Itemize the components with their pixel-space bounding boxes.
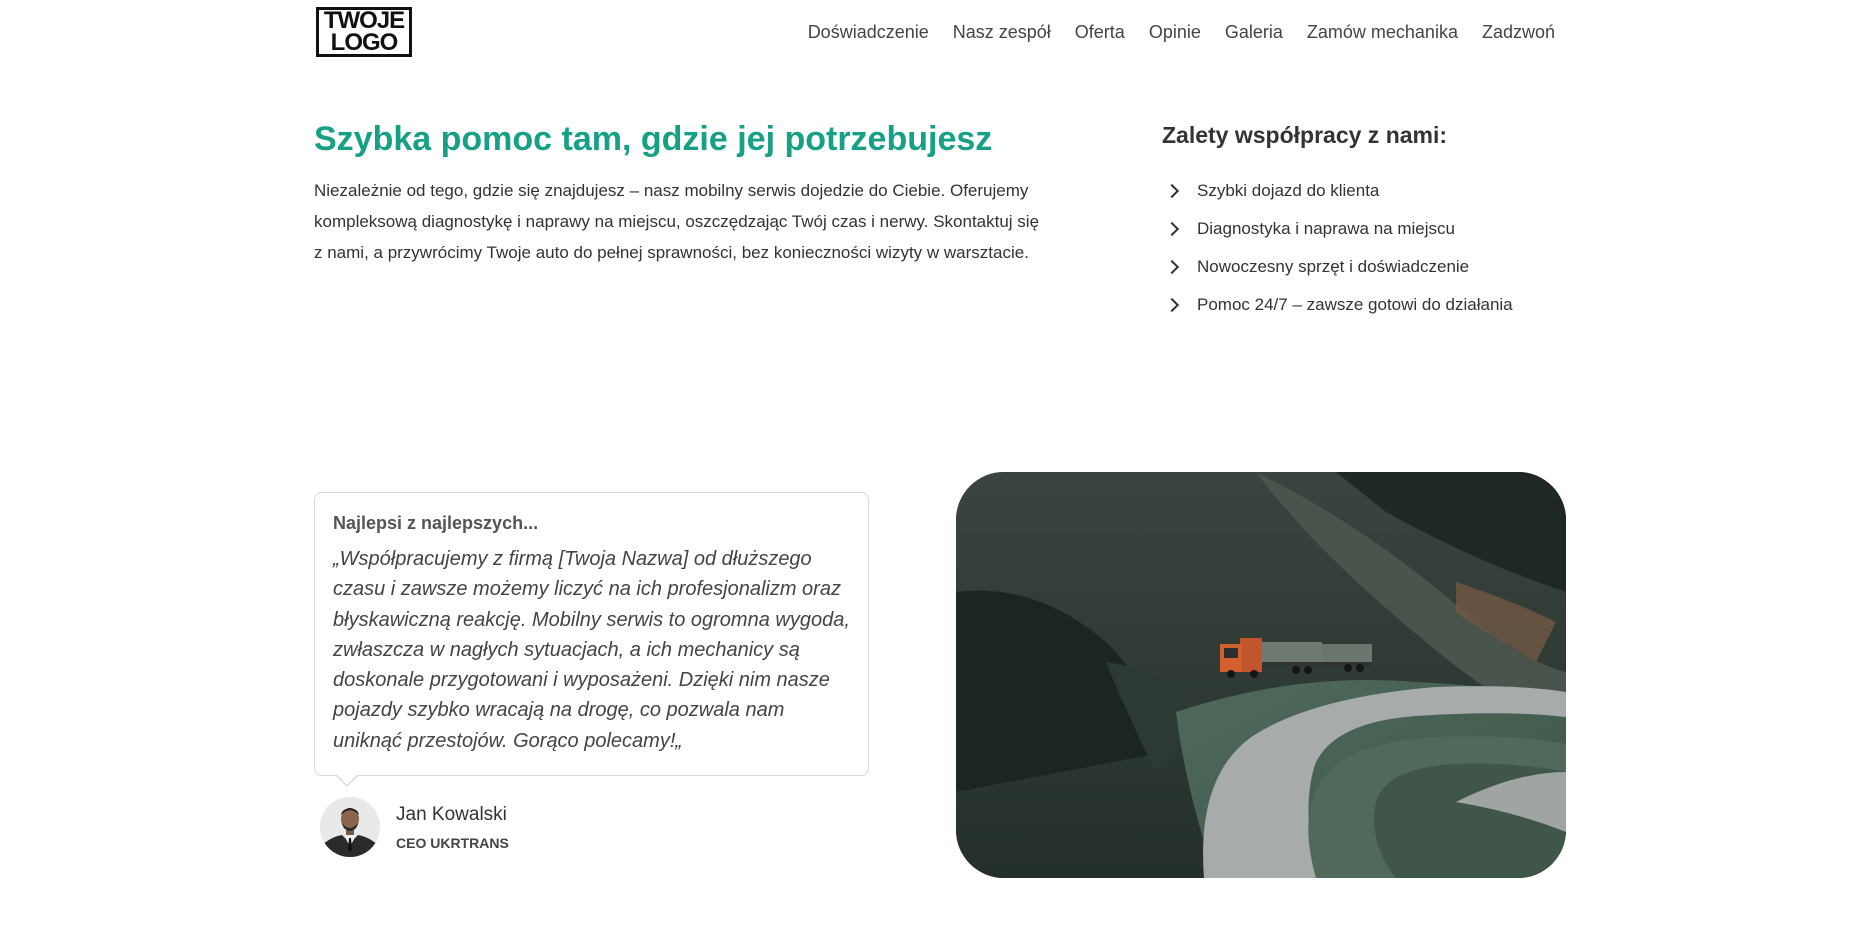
advantage-label: Nowoczesny sprzęt i doświadczenie [1197, 257, 1470, 276]
nav-galeria[interactable]: Galeria [1224, 22, 1283, 42]
nav-opinie[interactable]: Opinie [1148, 22, 1201, 42]
nav-zamow-mechanika[interactable]: Zamów mechanika [1306, 22, 1458, 42]
truck-road-photo [956, 472, 1566, 878]
author-role: CEO UKRTRANS [396, 835, 509, 851]
list-item [1167, 248, 1513, 286]
advantage-label: Szybki dojazd do klienta [1197, 181, 1380, 200]
avatar [320, 797, 380, 857]
list-item [1167, 172, 1513, 210]
list-item [1167, 210, 1513, 248]
nav-zadzwon[interactable]: Zadzwoń [1481, 22, 1555, 42]
logo-line-1: TWOJE [323, 7, 405, 34]
testimonial-quote: „Współpracujemy z firmą [Twoja Nazwa] od dłuższego czasu i zawsze możemy liczyć na ich profesjonalizm oraz błyskawiczną reakcję. Mobilny serwis to ogromna wygoda, zwłaszcza w nagłych sytuacjach, a ich mechanicy są doskonale przygotowani i wyposażeni. Dzięki nim nasze pojazdy szybko wracają na drogę, co pozwala nam uniknąć przestojów. Gorąco polecamy!„ [333, 548, 850, 752]
advantage-label: Diagnostyka i naprawa na miejscu [1197, 219, 1455, 238]
nav-doswiadczenie[interactable]: Doświadczenie [807, 22, 929, 42]
hero-title: Szybka pomoc tam, gdzie jej potrzebujesz [314, 120, 993, 158]
advantages-list [1167, 172, 1513, 324]
truck-on-road-image [956, 472, 1566, 878]
author-name: Jan Kowalski [396, 804, 507, 825]
site-logo[interactable] [316, 7, 412, 57]
chevron-right-icon [1165, 184, 1179, 198]
nav-oferta[interactable]: Oferta [1074, 22, 1125, 42]
logo-line-2: LOGO [330, 29, 398, 56]
nav-nasz-zespol[interactable]: Nasz zespół [952, 22, 1051, 42]
advantages-title: Zalety współpracy z nami: [1162, 122, 1448, 148]
person-icon [320, 797, 380, 857]
testimonial-heading: Najlepsi z najlepszych... [333, 513, 539, 533]
chevron-right-icon [1165, 222, 1179, 236]
main-nav [784, 22, 1555, 43]
testimonial-card [314, 492, 869, 776]
chevron-right-icon [1165, 260, 1179, 274]
advantage-label: Pomoc 24/7 – zawsze gotowi do działania [1197, 295, 1513, 314]
chevron-right-icon [1165, 298, 1179, 312]
list-item [1167, 286, 1513, 324]
hero-text: Niezależnie od tego, gdzie się znajdujesz – nasz mobilny serwis dojedzie do Ciebie. Oferujemy kompleksową diagnostykę i naprawy na miejscu, oszczędzając Twój czas i nerwy. Skontaktuj się z nami, a przywrócimy Twoje auto do pełnej sprawności, bez konieczności wizyty w warsztacie. [314, 181, 1040, 262]
